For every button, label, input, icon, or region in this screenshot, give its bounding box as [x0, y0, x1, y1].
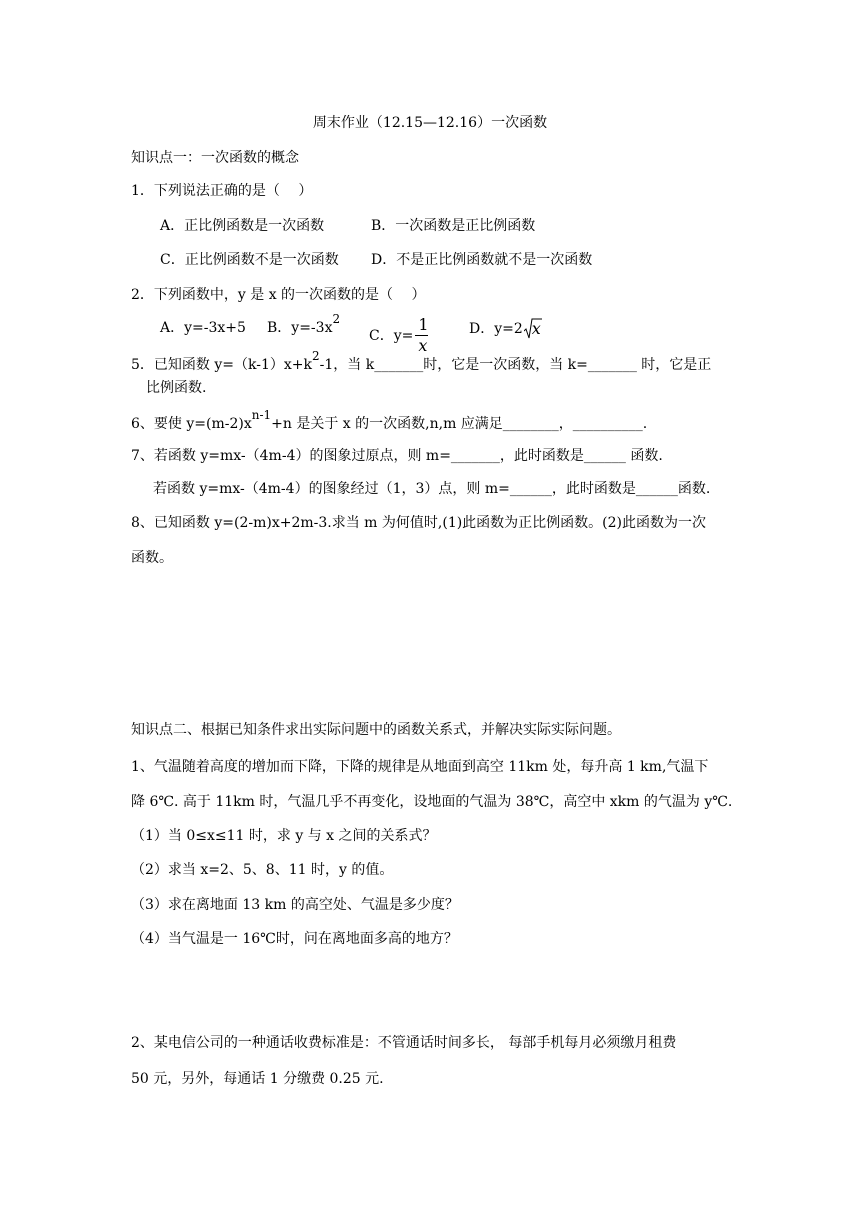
option-d-text: D．y=2	[469, 321, 523, 337]
problem-1-sub-3: （3）求在离地面 13 km 的高空处、气温是多少度？	[131, 897, 459, 913]
question-7-line-2: 若函数 y=mx-（4m-4）的图象经过（1，3）点，则 m=______，此时函数是______函数.	[153, 481, 711, 497]
section-heading-2: 知识点二、根据已知条件求出实际问题中的函数关系式，并解决实际实际问题。	[131, 722, 621, 738]
q5-text-a: 5．已知函数 y=（k-1）x+k	[131, 357, 312, 373]
question-1-option-a: A．正比例函数是一次函数	[160, 218, 325, 234]
question-1-stem: 1．下列说法正确的是（ ）	[131, 183, 313, 199]
question-2-stem: 2．下列函数中，y 是 x 的一次函数的是（ ）	[131, 287, 426, 303]
problem-1-line-2: 降 6℃. 高于 11km 时，气温几乎不再变化，设地面的气温为 38℃，高空中 xkm 的气温为 y℃.	[131, 794, 733, 810]
q6-text-b: +n 是关于 x 的一次函数,n,m 应满足________，__________.	[271, 416, 648, 432]
question-2-option-c	[369, 315, 433, 355]
option-c-text: C．y=	[369, 328, 414, 344]
q6-exponent: n-1	[251, 408, 272, 422]
question-5-line-1	[131, 349, 712, 375]
radicand: x	[531, 319, 541, 338]
section-heading-1: 知识点一：一次函数的概念	[131, 150, 299, 166]
question-5-line-2: 比例函数.	[146, 380, 207, 396]
problem-1-line-1: 1、气温随着高度的增加而下降，下降的规律是从地面到高空 11km 处，每升高 1 km,气温下	[131, 759, 709, 775]
problem-1-sub-2: （2）求当 x=2、5、8、11 时，y 的值。	[131, 862, 394, 878]
fraction-denominator: x	[418, 336, 428, 355]
question-1-option-c: C．正比例函数不是一次函数	[160, 252, 339, 268]
q5-text-b: -1，当 k_______时，它是一次函数，当 k=_______ 时，它是正	[319, 357, 712, 373]
problem-1-sub-1: （1）当 0≤x≤11 时，求 y 与 x 之间的关系式？	[131, 828, 437, 844]
question-2-option-a: A．y=-3x+5	[160, 320, 246, 336]
square-root	[524, 318, 540, 340]
fraction	[415, 315, 429, 355]
question-2-option-d	[469, 318, 540, 340]
question-1-option-b: B．一次函数是正比例函数	[371, 218, 536, 234]
question-1-option-d: D．不是正比例函数就不是一次函数	[371, 252, 593, 268]
question-2-option-b	[267, 312, 341, 338]
problem-1-sub-4: （4）当气温是一 16℃时，问在离地面多高的地方？	[131, 931, 458, 947]
fraction-numerator: 1	[418, 315, 429, 334]
problem-2-line-1: 2、某电信公司的一种通话收费标准是：不管通话时间多长， 每部手机每月必须缴月租费	[131, 1035, 677, 1051]
question-6	[131, 408, 648, 434]
question-8-line-2: 函数。	[131, 550, 173, 566]
problem-2-line-2: 50 元，另外，每通话 1 分缴费 0.25 元.	[131, 1071, 384, 1087]
question-8-line-1: 8、已知函数 y=(2-m)x+2m-3.求当 m 为何值时,(1)此函数为正比例函数。(2)此函数为一次	[131, 515, 707, 531]
option-b-text: B．y=-3x	[267, 320, 333, 336]
doc-title: 周末作业（12.15—12.16）一次函数	[312, 115, 548, 131]
question-7-line-1: 7、若函数 y=mx-（4m-4）的图象过原点，则 m=_______，此时函数是______ 函数.	[131, 448, 663, 464]
q5-exponent: 2	[311, 349, 320, 363]
option-b-exponent: 2	[332, 312, 341, 326]
q6-text-a: 6、要使 y=(m-2)x	[131, 416, 252, 432]
